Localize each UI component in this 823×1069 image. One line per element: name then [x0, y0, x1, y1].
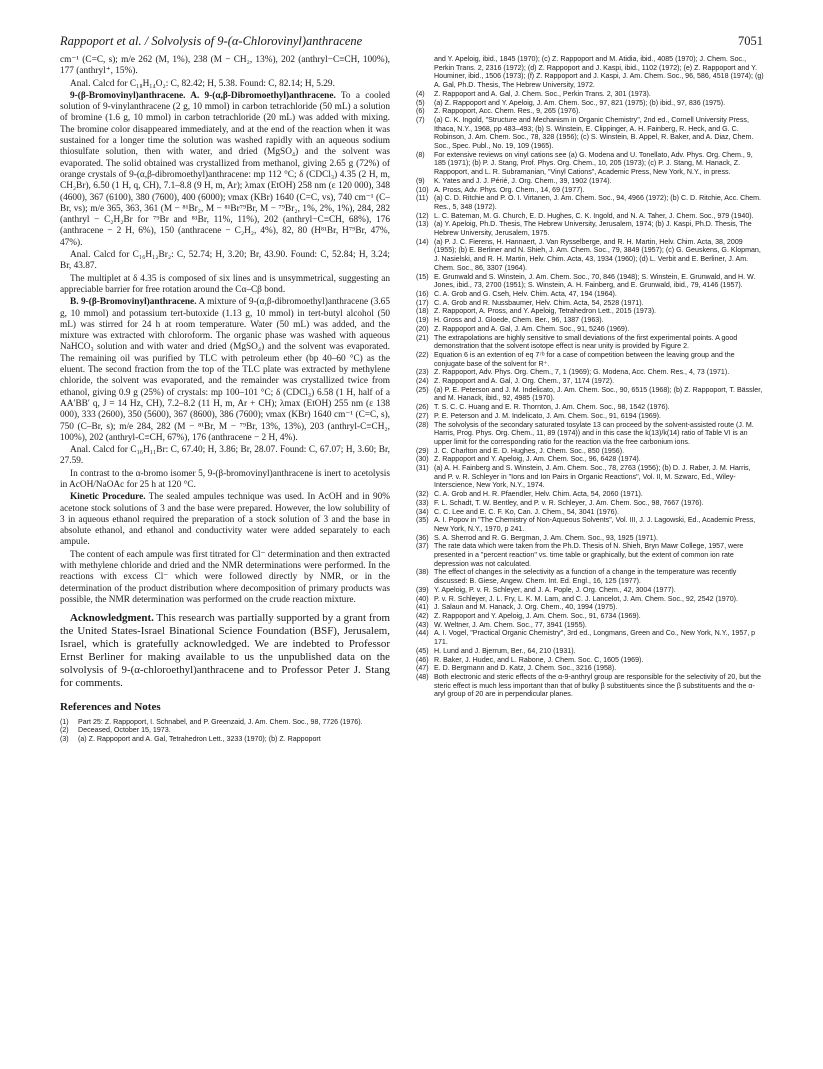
reference-item	[416, 534, 764, 543]
reference-number: (18)	[416, 307, 429, 316]
reference-item	[416, 464, 764, 490]
reference-item	[416, 90, 764, 99]
reference-text: (a) Z. Rappoport and A. Gal, Tetrahedron Lett., 3233 (1970); (b) Z. Rappoport	[78, 734, 321, 743]
reference-number: (45)	[416, 646, 429, 655]
reference-text: T. S. C. C. Huang and E. R. Thornton, J. Am. Chem. Soc., 98, 1542 (1976).	[434, 403, 670, 412]
reference-text: Z. Rappoport and Y. Apeloig, J. Am. Chem. Soc., 91, 6734 (1969).	[434, 612, 641, 620]
reference-text: Z. Rappoport and Y. Apeloig, J. Am. Chem. Soc., 96, 6428 (1974).	[434, 455, 641, 464]
reference-text: Both electronic and steric effects of the α-9-anthryl group are responsible for the selectivity of 20, but the steric effect is much less important than that of bulky β substituents since the β substituents and the α-aryl group of 20 are in perpendicular planes.	[434, 672, 761, 699]
reference-number: (17)	[416, 298, 429, 307]
reference-item	[416, 377, 764, 386]
reference-item	[416, 386, 764, 403]
reference-text: (a) C. K. Ingold, "Structure and Mechanism in Organic Chemistry", 2nd ed., Cornell University Press, Ithaca, N.Y., 1968, pp 483–493; (b) S. Winstein, E. Clippinger, A. H. Fainberg, R. Heck, and G. C. Robinson, J. Am. Chem. Soc., 78, 328 (1956); (c) S. Winstein, B. Appel, R. Baker, and A. Diaz, Chem. Soc., Spec. Publ., No. 19, 109 (1965).	[434, 115, 754, 151]
left-column	[60, 55, 390, 744]
reference-text: A. Pross, Adv. Phys. Org. Chem., 14, 69 (1977).	[434, 185, 585, 194]
reference-text: (a) A. H. Fainberg and S. Winstein, J. Am. Chem. Soc., 78, 2763 (1956); (b) D. J. Raber, J. M. Harris, and P. v. R. Schleyer in "Ions and Ion Pairs in Organic Reactions", Vol. II, M. Szwarc, Ed., Wiley-Interscience, New York, N.Y., 1974.	[434, 464, 751, 490]
reference-item	[416, 664, 764, 673]
reference-item	[416, 656, 764, 665]
running-title: Rappoport et al. / Solvolysis of 9-(α-Chlorovinyl)anthracene	[60, 34, 363, 48]
reference-item	[416, 499, 764, 508]
reference-text: Z. Rappoport, A. Pross, and Y. Apeloig, Tetrahedron Lett., 2015 (1973).	[434, 307, 657, 316]
reference-text: (a) P. E. Peterson and J. M. Indelicato, J. Am. Chem. Soc., 90, 6515 (1968); (b) Z. Rappoport, T. Bässler, and M. Hanack, ibid., 92, 4985 (1970).	[434, 385, 763, 403]
reference-number: (19)	[416, 316, 429, 325]
reference-text: C. A. Grob and H. R. Pfaendler, Helv. Chim. Acta, 54, 2060 (1971).	[434, 490, 643, 499]
reference-number: (6)	[416, 107, 425, 116]
reference-item	[416, 325, 764, 334]
reference-item	[416, 403, 764, 412]
running-header	[60, 34, 763, 52]
reference-item	[416, 612, 764, 621]
acknowledgment	[60, 612, 390, 690]
reference-item	[416, 99, 764, 108]
reference-item	[416, 220, 764, 237]
reference-list-left	[60, 718, 390, 744]
reference-number: (15)	[416, 272, 429, 281]
reference-item	[416, 334, 764, 351]
reference-text: P. E. Peterson and J. M. Indelicato, J. Am. Chem. Soc., 91, 6194 (1969).	[434, 411, 661, 420]
reference-text: W. Weltner, J. Am. Chem. Soc., 77, 3941 (1955).	[434, 620, 587, 629]
reference-number: (13)	[416, 220, 429, 229]
reference-item	[416, 516, 764, 533]
reference-text: The extrapolations are highly sensitive to small deviations of the first experimental points. A good demonstration that the solvent isotope effect is near unity is provided by Figure 2.	[434, 333, 738, 351]
reference-item	[416, 586, 764, 595]
reference-number: (8)	[416, 150, 425, 159]
reference-text: The solvolysis of the secondary saturated tosylate 13 can proceed by the solvent-assisted route (J. M. Harris, Prog. Phys. Org. Chem., 11, 89 (1974)) and in this case the k(13)/k(14) ratio of Table VI is an upper limit for the corresponding ratio for the reaction via the free carbonium ions.	[434, 420, 754, 446]
reference-number: (5)	[416, 98, 425, 107]
reference-item	[416, 629, 764, 646]
paragraph: Anal. Calcd for C₁₆H₁₁Br: C, 67.40; H, 3.86; Br, 28.07. Found: C, 67.07; H, 3.60; Br, 27.59.	[60, 445, 390, 467]
reference-number: (25)	[416, 385, 429, 394]
reference-text: Deceased, October 15, 1973.	[78, 726, 171, 735]
reference-text: E. Grunwald and S. Winstein, J. Am. Chem. Soc., 70, 846 (1948); S. Winstein, E. Grunwald, and H. W. Jones, ibid., 73, 2700 (1951); S. Winstein, A. H. Fainberg, and E. Grunwald, ibid., 79, 4146 (1957).	[434, 272, 756, 290]
reference-number: (44)	[416, 629, 429, 638]
reference-item	[416, 177, 764, 186]
references-heading: References and Notes	[60, 701, 161, 714]
reference-number: (46)	[416, 655, 429, 664]
reference-number: (12)	[416, 211, 429, 220]
reference-number: (40)	[416, 594, 429, 603]
paragraph: The multiplet at δ 4.35 is composed of six lines and is unsymmetrical, suggesting an appreciable barrier for free rotation around the Cα–Cβ bond.	[60, 273, 390, 295]
paragraph: In contrast to the α-bromo isomer 5, 9-(β-bromovinyl)anthracene is inert to acetolysis in AcOH/NaOAc for 25 h at 120 °C.	[60, 468, 390, 490]
reference-item	[416, 107, 764, 116]
reference-number: (23)	[416, 368, 429, 377]
reference-item	[416, 273, 764, 290]
reference-number: (29)	[416, 446, 429, 455]
reference-number: (47)	[416, 664, 429, 673]
reference-text: Part 25: Z. Rappoport, I. Schnabel, and P. Greenzaid, J. Am. Chem. Soc., 98, 7726 (1976).	[78, 717, 363, 726]
reference-text: (a) C. D. Ritchie and P. O. I. Virtanen, J. Am. Chem. Soc., 94, 4966 (1972); (b) C. D. Ritchie, Acc. Chem. Res., 5, 348 (1972).	[434, 194, 761, 211]
section-heading: 9-(β-Bromovinyl)anthracene. A. 9-(α,β-Dibromoethyl)anthracene.	[70, 90, 336, 101]
reference-number: (41)	[416, 603, 429, 612]
reference-item	[416, 603, 764, 612]
reference-text: H. Lund and J. Bjerrum, Ber., 64, 210 (1931).	[434, 646, 576, 655]
reference-item	[416, 447, 764, 456]
reference-text: E. D. Bergmann and D. Katz, J. Chem. Soc., 3216 (1958).	[434, 664, 617, 673]
reference-text: Z. Rappoport and A. Gal, J. Am. Chem. Soc., 91, 5246 (1969).	[434, 324, 630, 333]
reference-item	[416, 368, 764, 377]
reference-item	[60, 735, 390, 744]
reference-text: Z. Rappoport, Adv. Phys. Org. Chem., 7, 1 (1969); G. Modena, Acc. Chem. Res., 4, 73 (1971).	[434, 368, 730, 377]
reference-number: (21)	[416, 333, 429, 342]
reference-number: (24)	[416, 377, 429, 386]
page-number: 7051	[738, 34, 763, 48]
reference-item	[416, 508, 764, 517]
reference-number: (10)	[416, 185, 429, 194]
acknowledgment-body: This research was partially supported by a grant from the United States-Israel Binational Science Foundation (BSF), Jerusalem, Israel, which is gratefully acknowledged. We are indebted to Professor Ernst Berliner for making available to us the unpublished data on the solvolysis of 9-(α-chloroethyl)anthracene and to Professor Peter J. Stang for comments.	[60, 612, 390, 690]
reference-number: (22)	[416, 350, 429, 359]
reference-text: A. I. Popov in "The Chemistry of Non-Aqueous Solvents", Vol. III, J. J. Lagowski, Ed., Academic Press, New York, N.Y., 1970, p 241.	[434, 516, 756, 533]
reference-text: Equation 6 is an extention of eq 7⁷ᵇ for a case of competition between the leaving group and the conjugate base of the solvent for R⁺.	[434, 350, 735, 368]
reference-item	[416, 194, 764, 211]
reference-item	[416, 595, 764, 604]
reference-text: Y. Apeloig, P. v. R. Schleyer, and J. A. Pople, J. Org. Chem., 42, 3004 (1977).	[434, 585, 676, 594]
reference-number: (14)	[416, 237, 429, 246]
reference-number: (30)	[416, 455, 429, 464]
reference-item	[416, 455, 764, 464]
paragraph: The content of each ampule was first titrated for Cl⁻ determination and then extracted with methylene chloride and dried and the NMR determinations were performed. In the reactions with excess Cl⁻ which were followed directly by NMR, or in the determination of the product distribution where decomposition of primary products was possible, the NMR determination was performed on the crude reaction mixture.	[60, 549, 390, 605]
reference-item	[416, 116, 764, 151]
paragraph	[60, 297, 390, 444]
reference-item	[416, 186, 764, 195]
section-heading: B. 9-(β-Bromovinyl)anthracene.	[70, 297, 197, 308]
reference-item	[416, 299, 764, 308]
reference-number: (28)	[416, 420, 429, 429]
reference-number: (9)	[416, 176, 425, 185]
paragraph-body: The sealed ampules technique was used. In AcOH and in 90% acetone stock solutions of 3 and the base were prepared. However, the low solubility of 3 in aqueous ethanol required the preparation of a stock solution of 3 and the base in absolute ethanol, and ethanol and conductivity water were added separately to each ampule.	[60, 492, 390, 548]
reference-number: (31)	[416, 464, 429, 473]
reference-text: C. A. Grob and R. Nussbaumer, Helv. Chim. Acta, 54, 2528 (1971).	[434, 298, 644, 307]
reference-number: (34)	[416, 507, 429, 516]
reference-item	[416, 316, 764, 325]
reference-item	[416, 621, 764, 630]
paragraph-body: A mixture of 9-(α,β-dibromoethyl)anthracene (3.65 g, 10 mmol) and potassium tert-butoxide (1.13 g, 10 mmol) in tert-butyl alcohol (50 mL) was stirred for 24 h at room temperature. Water (50 mL) was added, and the mixture was extracted with chloroform. The organic phase was washed with aqueous NaHCO₃ solution and with water and dried (MgSO₄) and the solvent was evaporated. The remaining oil was purified by TLC with petroleum ether (bp 40–60 °C) as the eluent. The second fraction from the top of the TLC plate was extracted by methylene chloride, the solvent was evaporated, and the remainder was crystallized twice from ethanol, giving 0.9 g (25%) of crystals: mp 100–101 °C; δ (CDCl₃) 6.58 (1 H, half of a AA′BB′ q, J = 14 Hz, CH), 7.2–8.2 (11 H, m, Ar + CH); λmax (EtOH) 255 nm (ε 138 000), 333 (2600), 350 (5600), 367 (8600), 386 (7600); νmax (KBr) 1640 cm⁻¹ (C=C, s), 750 (C–Br, s); m/e 284, 282 (M − ⁸¹Br, M − ⁷⁹Br, 13%, 13%), 203 (anthryl-C≡CH₂, 100%), 202 (anthryl-C≡CH, 67%), 176 (anthracene − 2 H, 4%).	[60, 297, 390, 443]
paragraph: Anal. Calcd for C₁₆H₁₂Br₂: C, 52.74; H, 3.20; Br, 43.90. Found: C, 52.84; H, 3.24; Br, 43.87.	[60, 250, 390, 272]
reference-number: (36)	[416, 533, 429, 542]
reference-item	[416, 151, 764, 177]
reference-number: (1)	[60, 717, 69, 726]
reference-text: Z. Rappoport and A. Gal, J. Chem. Soc., Perkin Trans. 2, 301 (1973).	[434, 89, 651, 98]
reference-text: J. C. Charlton and E. D. Hughes, J. Chem. Soc., 850 (1956).	[434, 446, 625, 455]
section-heading: Kinetic Procedure.	[70, 492, 146, 503]
reference-text: F. L. Schadt, T. W. Bentley, and P. v. R. Schleyer, J. Am. Chem. Soc., 98, 7667 (1976).	[434, 498, 704, 507]
reference-item	[416, 238, 764, 273]
reference-number: (35)	[416, 516, 429, 525]
reference-number: (3)	[60, 734, 69, 743]
reference-text: C. A. Grob and G. Cseh, Helv. Chim. Acta, 47, 194 (1964).	[434, 289, 617, 298]
right-column	[416, 55, 764, 699]
reference-text: J. Salaun and M. Hanack, J. Org. Chem., 40, 1994 (1975).	[434, 603, 618, 612]
reference-item	[416, 490, 764, 499]
reference-text: The effect of changes in the selectivity as a function of a change in the temperature was recently discussed: B. Giese, Angew. Chem. Int. Ed. Engl., 16, 125 (1977).	[434, 568, 737, 586]
reference-text: C. C. Lee and E. C. F. Ko, Can. J. Chem., 54, 3041 (1976).	[434, 507, 619, 516]
reference-item	[60, 726, 390, 735]
paragraph: Anal. Calcd for C₁₈H₁₄O₂: C, 82.42; H, 5.38. Found: C, 82.14; H, 5.29.	[70, 78, 335, 89]
reference-text: H. Gross and J. Gloede, Chem. Ber., 96, 1387 (1963).	[434, 316, 604, 325]
reference-item	[416, 647, 764, 656]
reference-text: Z. Rappoport, Acc. Chem. Res., 9, 265 (1976).	[434, 107, 581, 116]
reference-number: (32)	[416, 490, 429, 499]
paragraph-body: To a cooled solution of 9-vinylanthracene (2 g, 10 mmol) in carbon tetrachloride (50 mL) a solution of bromine (1.6 g, 10 mmol) in carbon tetrachloride (20 mL) was added with mixing. The bromine color disappeared immediately, and at the end of the reaction when it was sustained for a longer time the solution was washed rapidly with an aqueous sodium thiosulfate solution, then with water, and dried (MgSO₄) and the solvent was evaporated. The solid obtained was crystallized from methanol, giving 2.65 g (72%) of orange crystals of 9-(α,β-dibromoethyl)anthracene: mp 112 °C; δ (CDCl₃) 4.35 (2 H, m, CH₂Br), 6.50 (1 H, q, CH), 7.1–8.8 (9 H, m, Ar); λmax (EtOH) 258 nm (ε 120 000), 348 (4600), 367 (6100), 380 (7600), 400 (6000); νmax (KBr) 1640 (C=C, vs), 740 cm⁻¹ (C–Br, vs); m/e 365, 363, 361 (M − ⁸¹Br₂, M − ⁸¹Br⁷⁹Br, M − ⁷⁹Br₂, 1%, 2%, 1%), 284, 282 (anthryl − C₂H₂Br for ⁷⁹Br and ⁸¹Br, 11%, 11%), 202 (anthryl−C≡CH, 68%), 176 (anthracene − 2 H, 6%), 150 (anthracene − C₂H₂, 4%), 82, 80 (H⁸¹Br, H⁷⁹Br, 47%, 47%).	[60, 90, 390, 248]
reference-item	[416, 412, 764, 421]
reference-number: (48)	[416, 672, 429, 681]
reference-number: (2)	[60, 726, 69, 735]
acknowledgment-heading: Acknowledgment.	[70, 612, 154, 625]
paragraph	[60, 492, 390, 548]
reference-text: (a) Y. Apeloig, Ph.D. Thesis, The Hebrew University, Jerusalem, 1974; (b) J. Kaspi, Ph.D. Thesis, The Hebrew University, Jerusalem, 1975.	[434, 220, 752, 238]
paragraph	[60, 91, 390, 249]
reference-item	[416, 290, 764, 299]
reference-item	[416, 568, 764, 585]
reference-number: (11)	[416, 194, 429, 203]
reference-item	[416, 673, 764, 699]
reference-text: A. I. Vogel, "Practical Organic Chemistry", 3rd ed., Longmans, Green and Co., New York, N.Y., 1957, p 171.	[434, 629, 756, 647]
reference-item	[60, 718, 390, 727]
reference-item	[416, 307, 764, 316]
reference-text: R. Baker, J. Hudec, and L. Rabone, J. Chem. Soc. C, 1605 (1969).	[434, 655, 644, 664]
reference-number: (33)	[416, 498, 429, 507]
reference-item	[416, 542, 764, 568]
reference-number: (20)	[416, 324, 429, 333]
reference-number: (16)	[416, 289, 429, 298]
reference-number: (4)	[416, 89, 425, 98]
reference-text: The rate data which were taken from the Ph.D. Thesis of N. Shieh, Bryn Mawr College, 1957, were presented in a "percent reaction" vs. time table or graphically, but the extent of common ion rate depression was not calculated.	[434, 542, 744, 568]
reference-text: For extensive reviews on vinyl cations see (a) G. Modena and U. Tonellato, Adv. Phys. Org. Chem., 9, 185 (1971); (b) P. J. Stang, Prof. Phys. Org. Chem., 10, 205 (1973); (c) P. J. Stang, M. Hanack, Z. Rappoport, and L. R. Subramanian, "Vinyl Cations", Academic Press, New York, N.Y., in press.	[434, 150, 753, 177]
reference-number: (26)	[416, 403, 429, 412]
reference-number: (38)	[416, 568, 429, 577]
reference-item	[416, 212, 764, 221]
reference-number: (7)	[416, 115, 425, 124]
reference-continuation: and Y. Apeloig, ibid., 1845 (1970); (c) Z. Rappoport and M. Atidia, ibid., 4085 (1970); J. Chem. Soc., Perkin Trans. 2, 2316 (1972); (d) Z. Rappoport and J. Kaspi, ibid., 1102 (1972); (e) Z. Rappoport and Y. Houminer, ibid., 1506 (1973); (f) Z. Rappoport and J. Kaspi, J. Am. Chem. Soc., 96, 586, 4518 (1974); (g) A. Gal, Ph.D. Thesis, The Hebrew University, 1972.	[434, 55, 764, 90]
reference-text: (a) Z. Rappoport and Y. Apeloig, J. Am. Chem. Soc., 97, 821 (1975); (b) ibid., 97, 836 (1975).	[434, 98, 726, 107]
reference-text: (a) P. J. C. Fierens, H. Hannaert, J. Van Rysselberge, and R. H. Martin, Helv. Chim. Acta, 38, 2009 (1955); (b) E. Berliner and N. Shieh, J. Am. Chem. Soc., 79, 3849 (1957); (c) G. Geuskens, G. Klopman, J. Nasielski, and R. H. Martin, Helv. Chim. Acta, 43, 1934 (1960); (d) L. Verbit and E. Berliner, J. Am. Chem. Soc., 86, 3307 (1964).	[434, 237, 761, 272]
reference-item	[416, 351, 764, 368]
reference-number: (43)	[416, 620, 429, 629]
paragraph: cm⁻¹ (C=C, s); m/e 262 (M, 1%), 238 (M − CH₂, 13%), 202 (anthryl−C≡CH, 100%), 177 (anthryl⁺, 15%).	[60, 55, 390, 77]
reference-text: S. A. Sherrod and R. G. Bergman, J. Am. Chem. Soc., 93, 1925 (1971).	[434, 533, 658, 542]
reference-text: Z. Rappoport and A. Gal, J. Org. Chem., 37, 1174 (1972).	[434, 377, 615, 386]
reference-text: K. Yates and J. J. Périé, J. Org. Chem., 39, 1902 (1974).	[434, 176, 612, 185]
reference-number: (42)	[416, 612, 429, 620]
reference-list-right	[416, 90, 764, 699]
reference-number: (27)	[416, 411, 429, 420]
reference-number: (39)	[416, 585, 429, 594]
reference-text: L. C. Bateman, M. G. Church, E. D. Hughes, C. K. Ingold, and N. A. Taher, J. Chem. Soc., 979 (1940).	[434, 211, 754, 220]
reference-item	[416, 421, 764, 447]
reference-number: (37)	[416, 542, 429, 551]
reference-text: P. v. R. Schleyer, J. L. Fry, L. K. M. Lam, and C. J. Lancelot, J. Am. Chem. Soc., 92, 2542 (1970).	[434, 594, 738, 603]
